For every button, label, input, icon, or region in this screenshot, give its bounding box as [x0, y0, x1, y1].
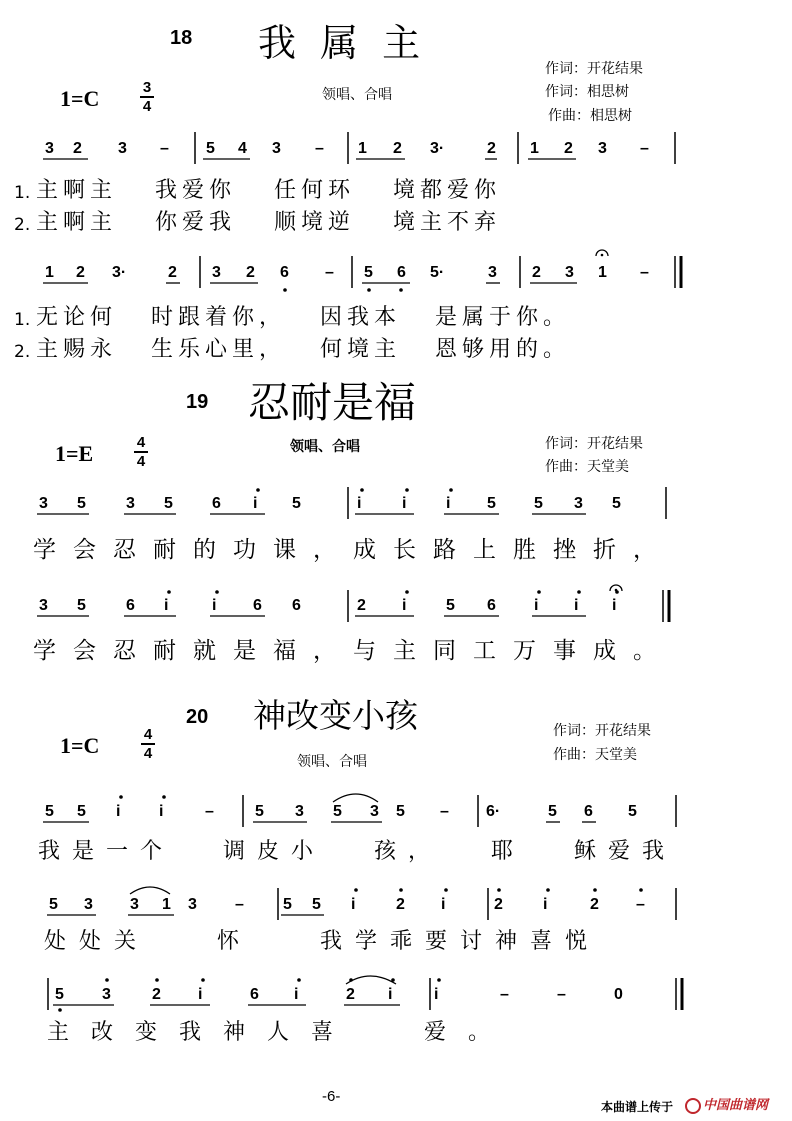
lyric-line: 学会忍耐的功课，成长路上胜挫折，: [33, 537, 673, 563]
note: 3·: [112, 264, 127, 281]
note: 3: [45, 140, 54, 157]
note: i: [402, 597, 407, 614]
note: i: [402, 495, 407, 512]
song-title: 忍耐是福: [248, 378, 417, 427]
note: 1: [162, 896, 171, 913]
note: –: [440, 803, 449, 820]
note: 3: [295, 803, 304, 820]
lyric-line: 处处关 怀 我学乖要讨神喜悦: [44, 929, 600, 954]
note: 6: [584, 803, 593, 820]
composer-credit: 作曲：天堂美: [553, 747, 637, 763]
note: i: [434, 986, 439, 1003]
note: 5: [77, 803, 86, 820]
note: 1: [45, 264, 54, 281]
note: i: [164, 597, 169, 614]
note: 4: [238, 140, 247, 157]
note: 6: [212, 495, 221, 512]
song-number: 18: [170, 27, 193, 49]
note: 5: [292, 495, 301, 512]
lyric-line: 主赐永 生乐心里， 何境主 恩够用的。: [36, 337, 570, 362]
note: 5·: [430, 264, 445, 281]
verse-label: 1.: [14, 183, 31, 203]
composer-credit: 作曲：相思树: [548, 108, 632, 124]
note: 5: [487, 495, 496, 512]
note: 3: [598, 140, 607, 157]
note: 2: [494, 896, 503, 913]
note: i: [253, 495, 258, 512]
note: –: [235, 896, 244, 913]
note: –: [325, 264, 334, 281]
note: 3: [84, 896, 93, 913]
note: 6: [253, 597, 262, 614]
note: 2: [346, 986, 355, 1003]
note: 5: [45, 803, 54, 820]
note: i: [612, 597, 617, 614]
lyric-line: 我是一个 调皮小 孩， 耶 稣爱我: [38, 839, 676, 864]
note: 6: [126, 597, 135, 614]
performance-note: 领唱、合唱: [290, 439, 360, 455]
note: i: [441, 896, 446, 913]
lyricist-credit: 作词：开花结果: [545, 61, 643, 77]
performance-note: 领唱、合唱: [322, 87, 392, 103]
time-signature: 4 4: [141, 727, 155, 761]
note: i: [357, 495, 362, 512]
note: 5: [396, 803, 405, 820]
note: 3: [370, 803, 379, 820]
note: 5: [206, 140, 215, 157]
note: –: [640, 264, 649, 281]
note: i: [543, 896, 548, 913]
note: –: [636, 896, 645, 913]
note: 3: [188, 896, 197, 913]
note: i: [212, 597, 217, 614]
site-logo[interactable]: [685, 1094, 768, 1114]
note: 2: [357, 597, 366, 614]
note: i: [351, 896, 356, 913]
note: i: [574, 597, 579, 614]
upload-note: 本曲谱上传于: [601, 1100, 674, 1114]
note: 1: [530, 140, 539, 157]
time-signature: 4 4: [134, 435, 148, 469]
key-signature: 1=E: [55, 441, 94, 466]
note: –: [160, 140, 169, 157]
note: –: [315, 140, 324, 157]
note: 3: [39, 495, 48, 512]
note: i: [446, 495, 451, 512]
note: 2: [73, 140, 82, 157]
note: 5: [628, 803, 637, 820]
note: 1: [358, 140, 367, 157]
note: –: [557, 986, 566, 1003]
note: –: [500, 986, 509, 1003]
note: 5: [255, 803, 264, 820]
page-number: -6-: [322, 1088, 341, 1105]
note: 2: [396, 896, 405, 913]
lyric-line: 主改变我神人喜 爱。: [47, 1020, 512, 1045]
note: i: [116, 803, 121, 820]
note: 3: [102, 986, 111, 1003]
note: 6: [292, 597, 301, 614]
note: 5: [49, 896, 58, 913]
lyricist-credit: 作词：相思树: [545, 84, 629, 100]
note: 6: [487, 597, 496, 614]
note: 3: [39, 597, 48, 614]
note: 5: [446, 597, 455, 614]
note: 3: [574, 495, 583, 512]
logo-mark-icon: [685, 1098, 701, 1114]
note: 6: [397, 264, 406, 281]
note: 0: [614, 986, 623, 1003]
note: 2: [152, 986, 161, 1003]
performance-note: 领唱、合唱: [297, 754, 367, 770]
note: 3: [565, 264, 574, 281]
composer-credit: 作曲：天堂美: [545, 459, 629, 475]
note: 5: [548, 803, 557, 820]
note: 2: [564, 140, 573, 157]
note: –: [205, 803, 214, 820]
note: 3: [126, 495, 135, 512]
verse-label: 2.: [14, 215, 31, 235]
note: i: [159, 803, 164, 820]
key-signature: 1=C: [60, 86, 100, 111]
site-name: 中国曲谱网: [703, 1098, 769, 1113]
note: 3: [118, 140, 127, 157]
note: i: [534, 597, 539, 614]
note: 1: [598, 264, 607, 281]
note: 2: [168, 264, 177, 281]
lyricist-credit: 作词：开花结果: [545, 436, 643, 452]
note: 3: [488, 264, 497, 281]
note: 5: [77, 495, 86, 512]
note: 2: [590, 896, 599, 913]
note: 5: [612, 495, 621, 512]
note: 5: [312, 896, 321, 913]
note: 3: [272, 140, 281, 157]
song-title: 我 属 主: [258, 21, 427, 65]
lyric-line: 主啊主 我爱你 任何环 境都爱你: [36, 178, 501, 203]
song-number: 19: [186, 391, 209, 413]
note: 2: [393, 140, 402, 157]
verse-label: 2.: [14, 342, 31, 362]
note: 6·: [486, 803, 501, 820]
note: 2: [246, 264, 255, 281]
note: 5: [55, 986, 64, 1003]
lyric-line: 学会忍耐就是福，与主同工万事成。: [33, 638, 673, 664]
song-number: 20: [186, 706, 209, 728]
note: 2: [532, 264, 541, 281]
note: i: [388, 986, 393, 1003]
note: 3: [130, 896, 139, 913]
note: 3: [212, 264, 221, 281]
note: i: [294, 986, 299, 1003]
note: 6: [280, 264, 289, 281]
lyric-line: 主啊主 你爱我 顺境逆 境主不弃: [36, 210, 501, 235]
note: 5: [283, 896, 292, 913]
note: 6: [250, 986, 259, 1003]
lyric-line: 无论何 时跟着你， 因我本 是属于你。: [36, 305, 570, 330]
verse-label: 1.: [14, 310, 31, 330]
note: 5: [534, 495, 543, 512]
song-title: 神改变小孩: [253, 696, 418, 735]
note: 2: [76, 264, 85, 281]
lyricist-credit: 作词：开花结果: [553, 723, 651, 739]
note: i: [198, 986, 203, 1003]
note: 5: [333, 803, 342, 820]
note: 3·: [430, 140, 445, 157]
note: 5: [77, 597, 86, 614]
time-signature: 3 4: [140, 80, 154, 114]
key-signature: 1=C: [60, 733, 100, 758]
note: 5: [164, 495, 173, 512]
note: 5: [364, 264, 373, 281]
note: –: [640, 140, 649, 157]
note: 2: [487, 140, 496, 157]
